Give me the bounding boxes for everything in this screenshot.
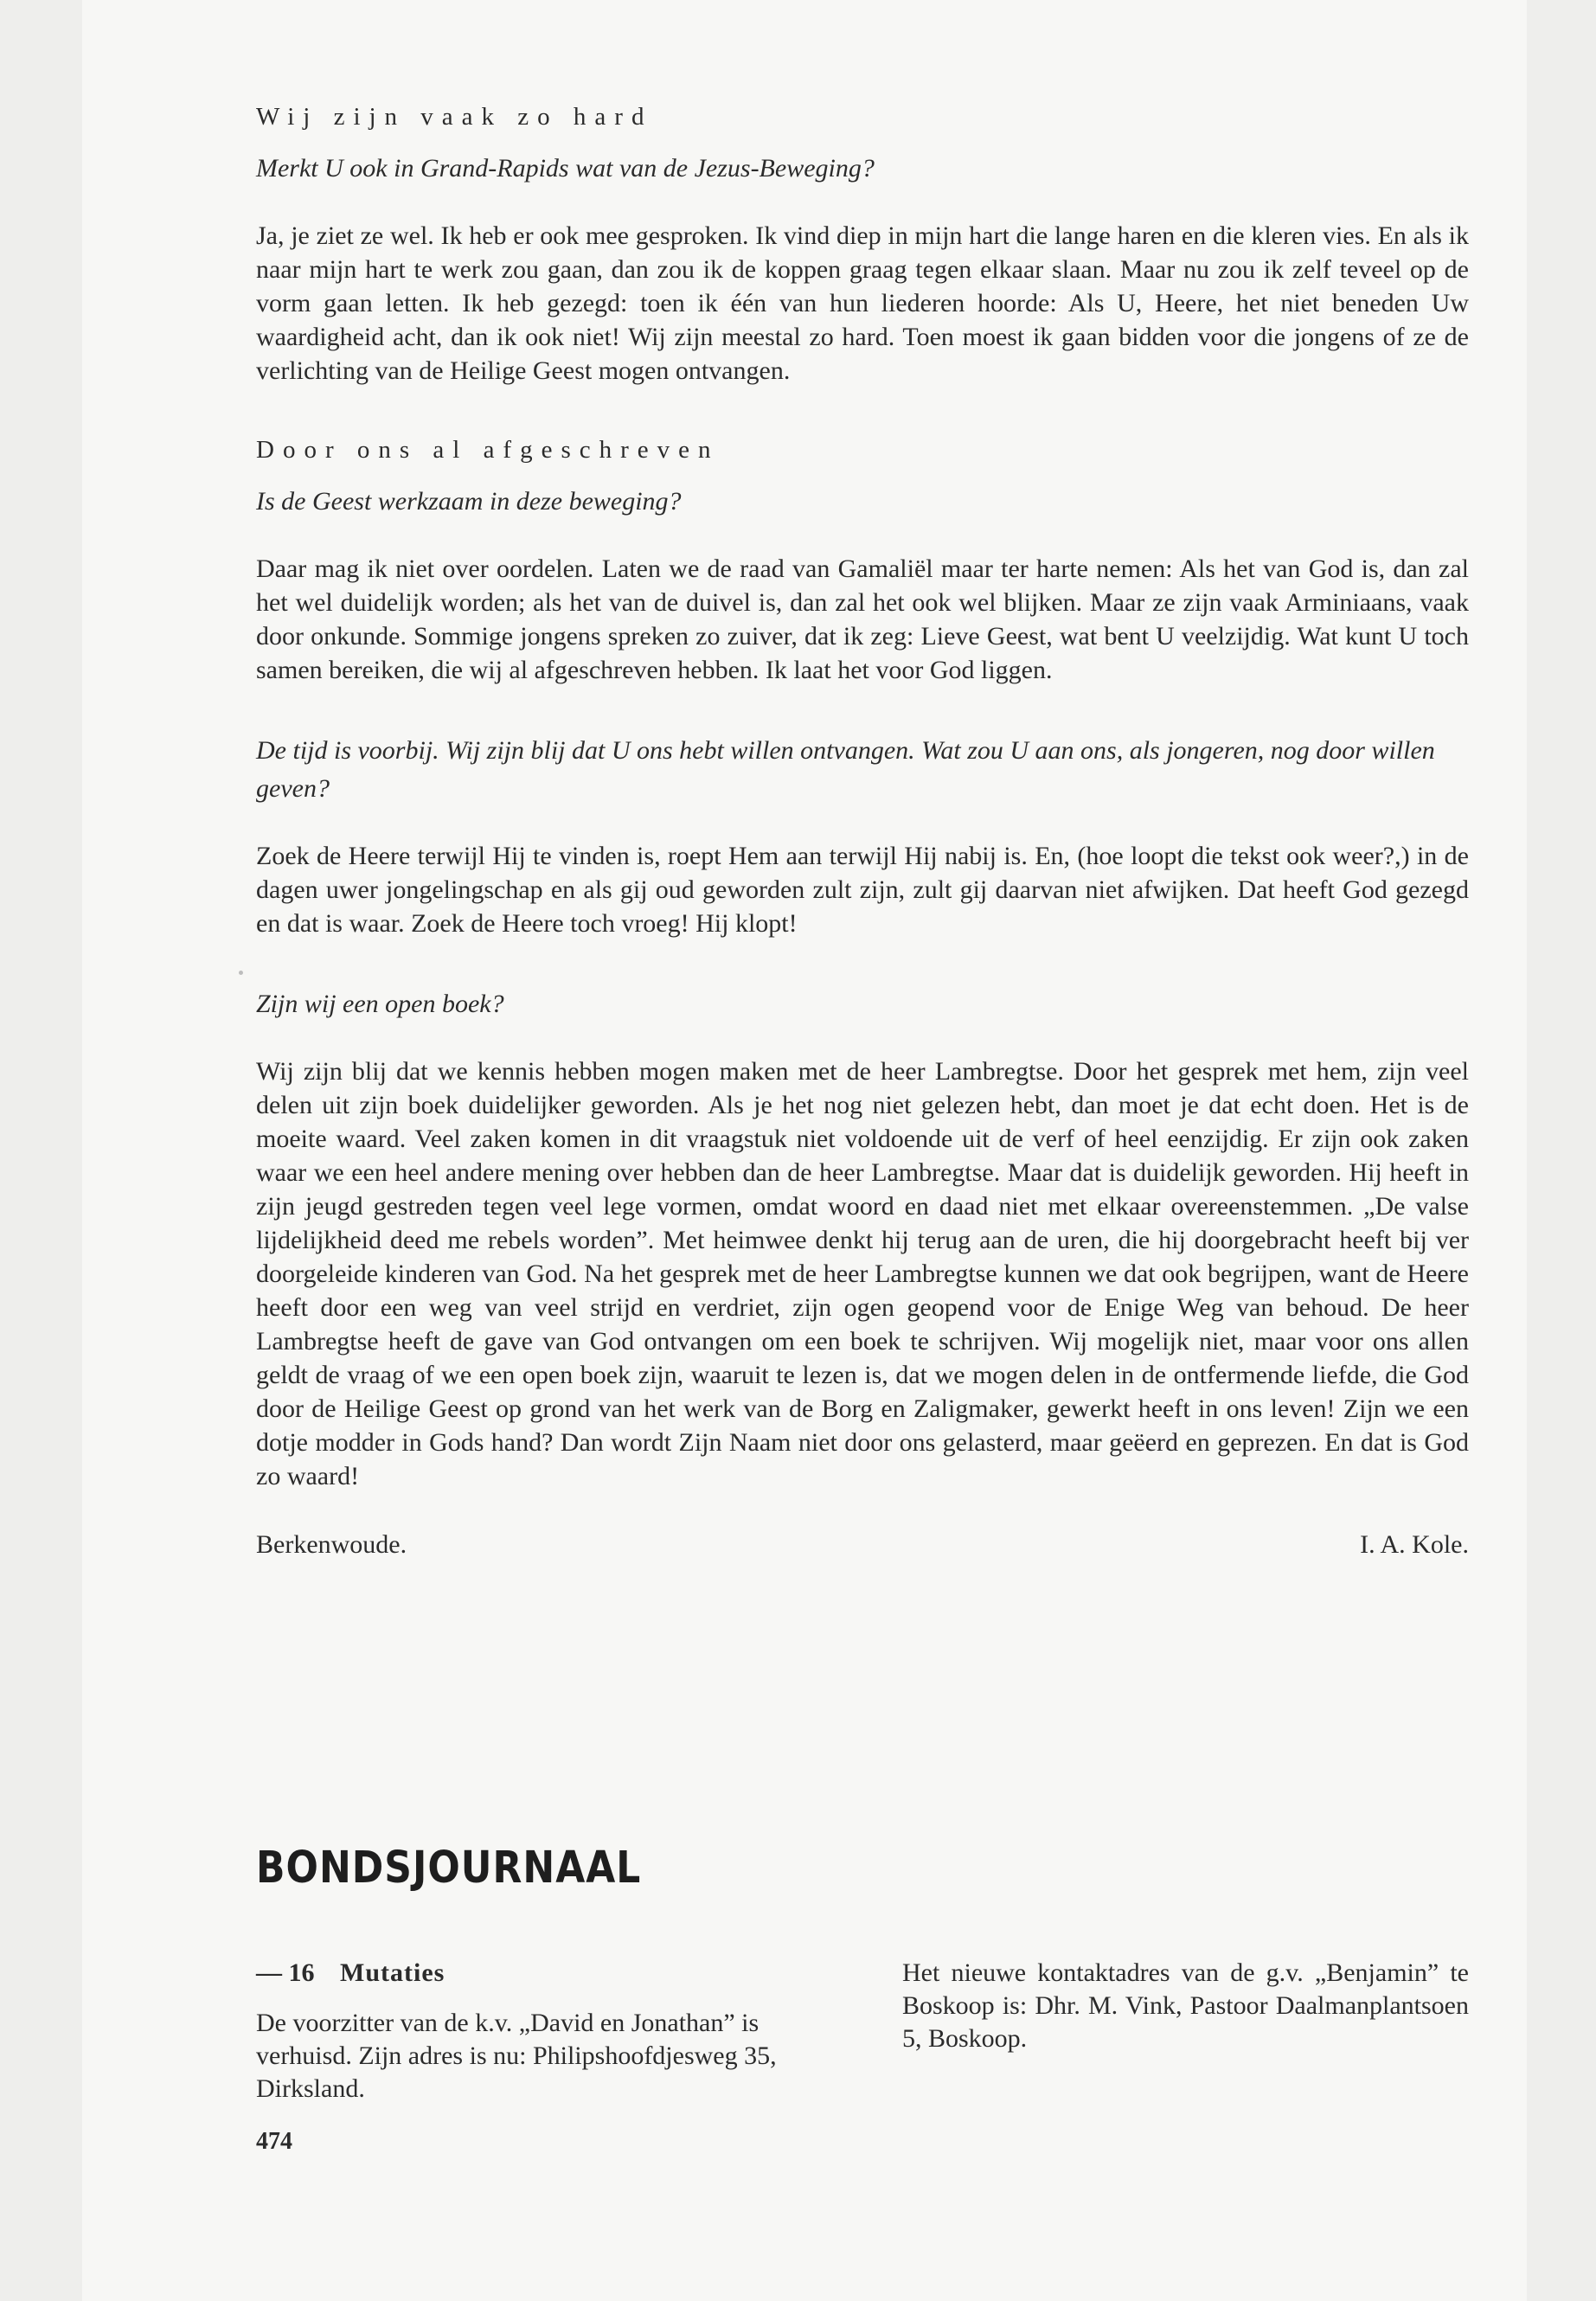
scan-speck <box>239 971 243 975</box>
signature-author: I. A. Kole. <box>1360 1530 1469 1559</box>
page-number: 474 <box>256 2128 292 2155</box>
section-heading: Door ons al afgeschreven <box>256 436 720 464</box>
scan-margin-right <box>1527 0 1596 2301</box>
signature <box>256 1528 1469 1562</box>
journal-right-column <box>902 1957 1469 2055</box>
journal-left-column <box>256 1957 827 2106</box>
scan-margin-left <box>0 0 82 2301</box>
interview-question: Zijn wij een open boek? <box>256 990 504 1018</box>
section-heading: Wij zijn vaak zo hard <box>256 103 653 131</box>
interview-answer: Daar mag ik niet over oordelen. Laten we de raad van Gamaliël maar ter harte nemen: Als het van God is, dan zal het wel duidelijk worden; als het van de duivel is, dan zal het ook wel blijken. Maar ze zijn vaak Arminiaans, vaak door onkunde. Sommige jongens spreken zo zuiver, dat ik zeg: Lieve Geest, wat bent U veelzijdig. Wat kunt U toch samen bereiken, die wij al afgeschreven hebben. Ik laat het voor God liggen. <box>256 554 1469 684</box>
section-1 <box>256 99 1469 388</box>
mutation-number: — 16 <box>256 1958 315 1987</box>
interview-answer: Wij zijn blij dat we kennis hebben mogen maken met de heer Lambregtse. Door het gesprek met hem, zijn veel delen uit zijn boek duidelijker geworden. Als je het nog niet gelezen hebt, dan moet je dat echt doen. Het is de moeite waard. Veel zaken komen in dit vraagstuk niet voldoende uit de verf of heel eenzijdig. Er zijn ook zaken waar we een heel andere mening over hebben dan de heer Lambregtse. Maar dat is duidelijk geworden. Hij heeft in zijn jeugd gestreden tegen veel lege vormen, omdat woord en daad niet met elkaar overeenstemmen. „De valse lijdelijkheid deed me rebels worden”. Met heimwee denkt hij terug aan de uren, die hij doorgebracht heeft bij ver doorgeleide kinderen van God. Na het gesprek met de heer Lambregtse kunnen we dat ook begrijpen, want de Heere heeft door een weg van veel strijd en verdriet, zijn ogen geopend voor de Enige Weg van behoud. De heer Lambregtse heeft de gave van God ontvangen om een boek te schrijven. Wij mogelijk niet, maar voor ons allen geldt de vraag of we een open boek zijn, waaruit te lezen is, dat we mogen delen in de ontfermende liefde, die God door de Heilige Geest op grond van het werk van de Borg en Zaligmaker, gewerkt heeft in ons leven! Zijn we een dotje modder in Gods hand? Dan wordt Zijn Naam niet door ons gelasterd, maar geëerd en geprezen. En dat is God zo waard! <box>256 1057 1469 1490</box>
mutation-heading <box>256 1957 827 1990</box>
mutation-label: Mutaties <box>340 1958 445 1987</box>
section-3 <box>256 732 1469 940</box>
interview-question: Is de Geest werkzaam in deze beweging? <box>256 487 682 516</box>
interview-question: Merkt U ook in Grand-Rapids wat van de Jezus-Beweging? <box>256 154 875 183</box>
interview-answer: Zoek de Heere terwijl Hij te vinden is, roept Hem aan terwijl Hij nabij is. En, (hoe loopt die tekst ook weer?,) in de dagen uwer jongelingschap en als gij oud geworden zult zijn, zult gij daarvan niet afwijken. Dat heeft God gezegd en dat is waar. Zoek de Heere toch vroeg! Hij klopt! <box>256 842 1469 938</box>
section-2 <box>256 433 1469 687</box>
article-body <box>256 99 1469 1562</box>
section-4 <box>256 985 1469 1493</box>
interview-answer: Ja, je ziet ze wel. Ik heb er ook mee gesproken. Ik vind diep in mijn hart die lange haren en die kleren vies. En als ik naar mijn hart te werk zou gaan, dan zou ik de koppen graag tegen elkaar slaan. Maar nu zou ik zelf teveel op de vorm gaan letten. Ik heb gezegd: toen ik één van hun liederen hoorde: Als U, Heere, het niet beneden Uw waardigheid acht, dan ik ook niet! Wij zijn meestal zo hard. Toen moest ik gaan bidden voor die jongens of ze de verlichting van de Heilige Geest mogen ontvangen. <box>256 221 1469 385</box>
signature-place: Berkenwoude. <box>256 1530 407 1559</box>
interview-question: De tijd is voorbij. Wij zijn blij dat U ons hebt willen ontvangen. Wat zou U aan ons, als jongeren, nog door willen geven? <box>256 736 1435 803</box>
mutation-text-right: Het nieuwe kontaktadres van de g.v. „Benjamin” te Boskoop is: Dhr. M. Vink, Pastoor Daalmanplantsoen 5, Boskoop. <box>902 1958 1469 2053</box>
journal-title: BONDSJOURNAAL <box>256 1843 642 1894</box>
mutation-text-left: De voorzitter van de k.v. „David en Jonathan” is verhuisd. Zijn adres is nu: Philipshoofdjesweg 35, Dirksland. <box>256 2009 777 2103</box>
